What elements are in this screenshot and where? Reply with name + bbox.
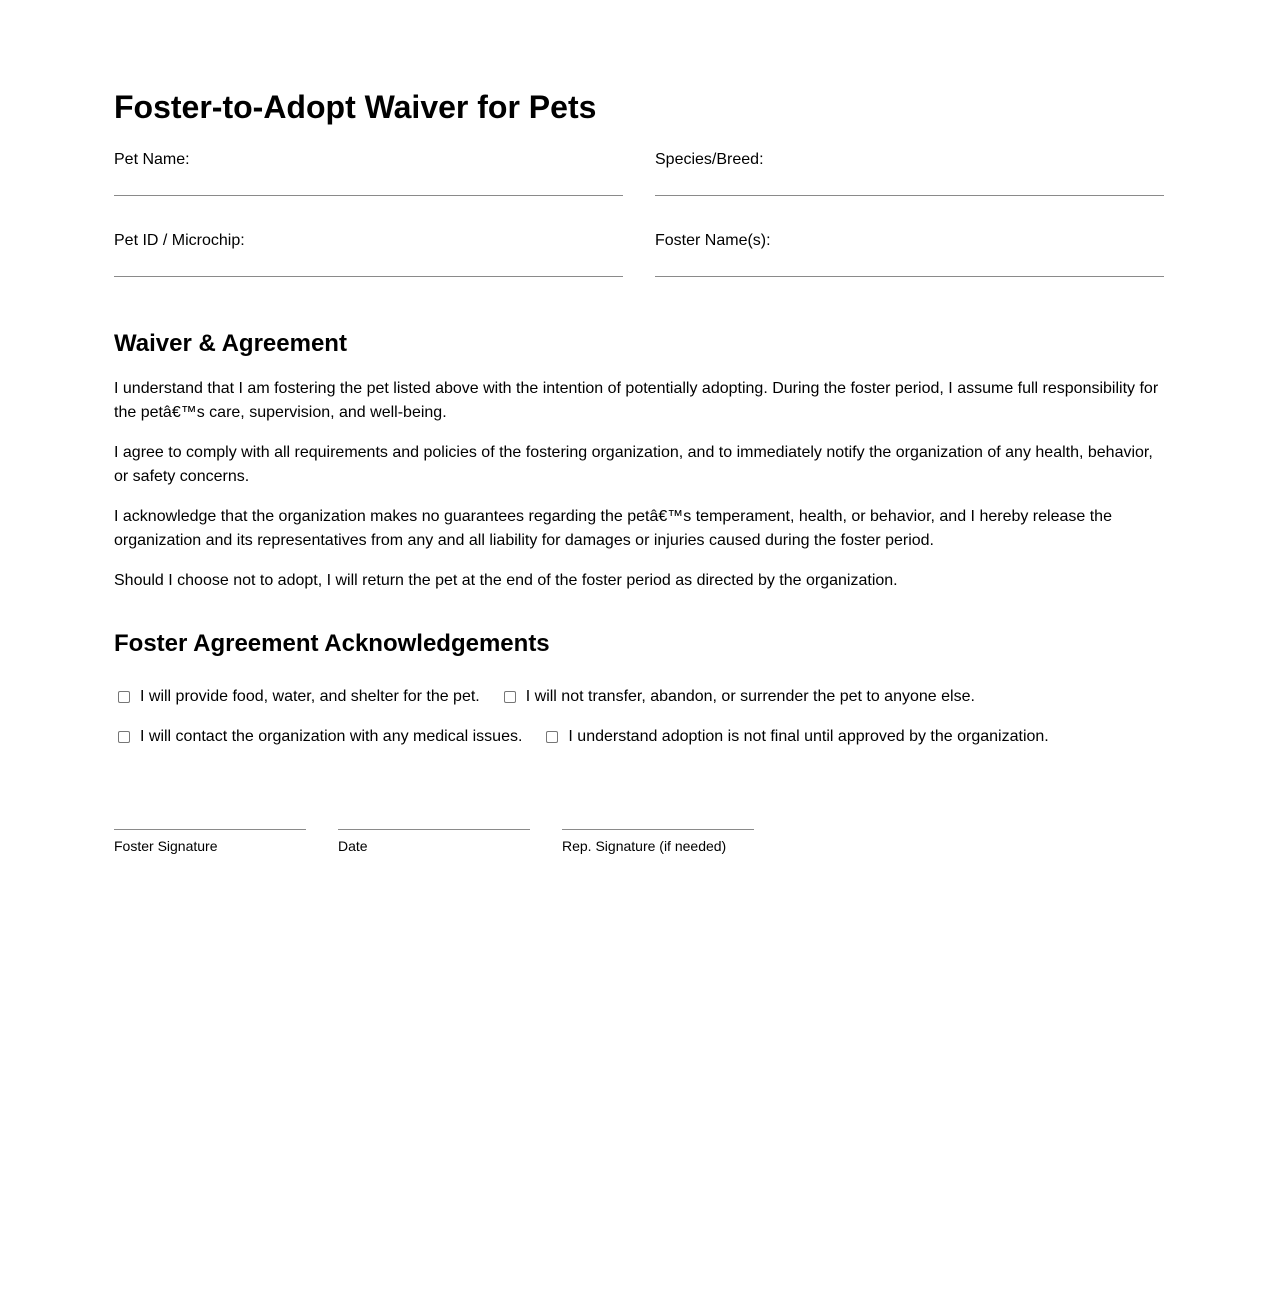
foster-signature-label: Foster Signature — [114, 838, 218, 854]
pet-name-field — [114, 150, 623, 170]
pet-name-label: Pet Name: — [114, 151, 190, 168]
rep-signature-line[interactable] — [562, 829, 754, 830]
acknowledgement-checkbox[interactable] — [504, 691, 516, 703]
acknowledgement-checkbox[interactable] — [118, 731, 130, 743]
acknowledgement-item[interactable] — [500, 687, 975, 707]
acknowledgement-label: I will contact the organization with any medical issues. — [140, 728, 523, 745]
pet-name-input[interactable] — [114, 175, 623, 196]
foster-signature-block — [114, 829, 306, 855]
foster-names-field — [655, 231, 1164, 251]
acknowledgement-item[interactable] — [114, 727, 522, 747]
species-breed-field — [655, 150, 1164, 170]
acknowledgement-checkbox[interactable] — [546, 731, 558, 743]
waiver-paragraph: I acknowledge that the organization makes no guarantees regarding the petâ€™s temperament, health, or behavior, and I hereby release the organization and its representatives from any and all liability for damages or injuries caused during the foster period. — [114, 508, 1112, 549]
rep-signature-block — [562, 829, 754, 855]
foster-names-input[interactable] — [655, 256, 1164, 277]
page-title: Foster-to-Adopt Waiver for Pets — [114, 89, 597, 125]
acknowledgement-checkbox[interactable] — [118, 691, 130, 703]
acknowledgement-row — [114, 727, 1069, 747]
date-line[interactable] — [338, 829, 530, 830]
pet-id-field — [114, 231, 623, 251]
species-breed-input[interactable] — [655, 175, 1164, 196]
waiver-paragraph: I understand that I am fostering the pet listed above with the intention of potentially adopting. During the foster period, I assume full responsibility for the petâ€™s care, supervision, and well-being. — [114, 380, 1159, 421]
acknowledgement-label: I understand adoption is not final until approved by the organization. — [568, 728, 1049, 745]
waiver-heading: Waiver & Agreement — [114, 330, 347, 357]
acknowledgement-item[interactable] — [542, 727, 1048, 747]
acknowledgements-heading: Foster Agreement Acknowledgements — [114, 630, 550, 657]
acknowledgement-label: I will not transfer, abandon, or surrender the pet to anyone else. — [525, 688, 975, 705]
pet-id-label: Pet ID / Microchip: — [114, 232, 245, 249]
foster-names-label: Foster Name(s): — [655, 232, 771, 249]
rep-signature-label: Rep. Signature (if needed) — [562, 838, 727, 854]
waiver-paragraph: Should I choose not to adopt, I will return the pet at the end of the foster period as directed by the organization. — [114, 572, 898, 589]
date-signature-block — [338, 829, 530, 855]
date-label: Date — [338, 838, 368, 854]
acknowledgement-label: I will provide food, water, and shelter for the pet. — [140, 688, 480, 705]
waiver-paragraph: I agree to comply with all requirements and policies of the fostering organization, and to immediately notify the organization of any health, behavior, or safety concerns. — [114, 444, 1153, 485]
acknowledgement-item[interactable] — [114, 687, 480, 707]
foster-signature-line[interactable] — [114, 829, 306, 830]
acknowledgement-row — [114, 687, 995, 707]
species-breed-label: Species/Breed: — [655, 151, 764, 168]
pet-id-input[interactable] — [114, 256, 623, 277]
